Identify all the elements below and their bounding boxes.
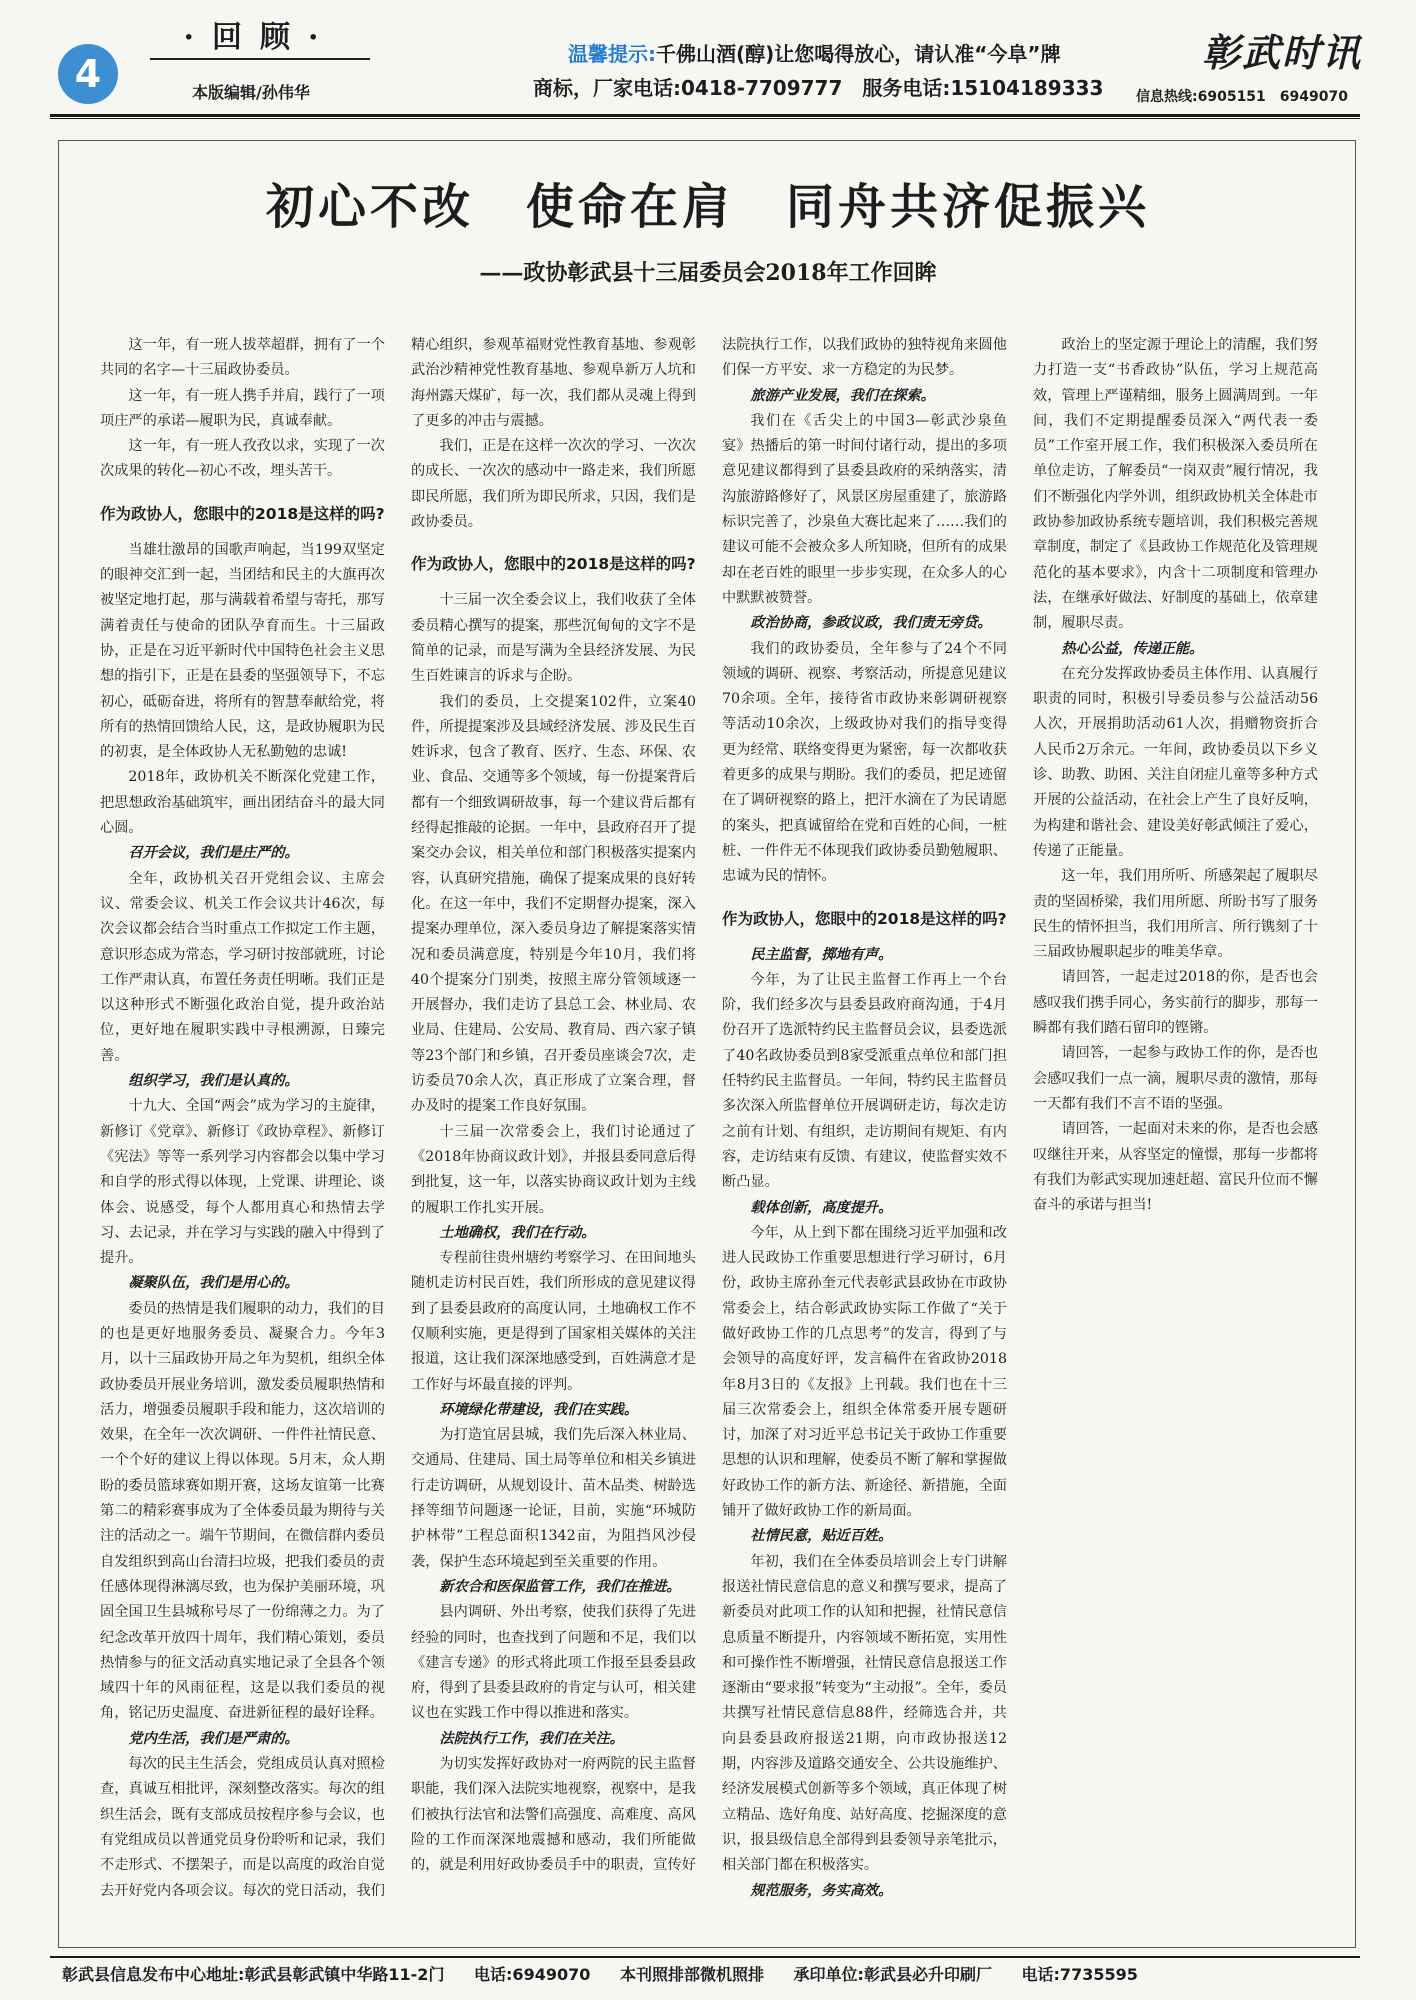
body-paragraph: 今年，为了让民主监督工作再上一个台阶，我们经多次与县委县政府商沟通，于4月份召开了选派特约民主监督员会议，县委选派了40名政协委员到8家受派重点单位和部门担任特约民主监督员。一年间，特约民主监督员多次深入所监督单位开展调研走访，每次走访之前有计划、有组织，走访期间有规矩、有内容，走访结束有反馈、有建议，使监督实效不断凸显。 xyxy=(722,971,1007,1191)
subsection-title: 组织学习，我们是认真的。 xyxy=(128,1073,299,1090)
question-heading: 作为政协人，您眼中的2018是这样的吗? xyxy=(411,555,696,574)
article-body xyxy=(100,333,1318,1918)
footer-address: 彰武县信息发布中心地址:彰武县彰武镇中华路11-2门 xyxy=(62,1965,445,1984)
subsection-title: 载体创新，高度提升。 xyxy=(750,1199,893,1216)
body-paragraph: 当雄壮激昂的国歌声响起，当199双坚定的眼神交汇到一起，当团结和民主的大旗再次被坚定地打起，那与满载着希望与寄托，那写满着责任与使命的团队孕育而生。十三届政协，正是在习近平新时代中国特色社会主义思想的指引下，正是在县委的坚强领导下，不忘初心，砥砺奋进，将所有的智慧奉献给党，将所有的热情回馈给人民，这，是政协履职为民的初衷，是全体政协人无私勤勉的忠诚! xyxy=(100,541,385,761)
headline: 初心不改 使命在肩 同舟共济促振兴 xyxy=(265,179,1150,235)
body-paragraph: 在充分发挥政协委员主体作用、认真履行职责的同时，积极引导委员参与公益活动56人次，开展捐助活动61人次，捐赠物资折合人民币2万余元。一年间，政协委员以下乡义诊、助教、助困、关注自闭症儿童等多种方式开展的公益活动，在社会上产生了良好反响，为构建和谐社会、建设美好彰武倾注了爱心，传递了正能量。 xyxy=(1033,665,1318,859)
subsection-title: 旅游产业发展，我们在探索。 xyxy=(750,387,935,404)
body-paragraph: 年初，我们在全体委员培训会上专门讲解报送社情民意信息的意义和撰写要求，提高了新委员对此项工作的认知和把握，社情民意信息质量不断提升，内容领域不断拓宽，实用性和可操作性不断增强，社情民意信息报送工作逐渐由“要求报”转变为“主动报”。全年，委员共撰写社情民意信息88件，经筛选合并，共向县委县政府报送21期，向市政协报送12期，内容涉及道路交通安全、公共设施维护、经济发展模式创新等多个领域，真正体现了树立精品、选好角度、站好高度、挖掘深度的意识，报县级信息全部得到县委领导亲笔批示，相关部门都在积极落实。 xyxy=(722,1553,1007,1874)
body-paragraph: 每次的民主生活会，党组成员认真对照检查，真诚互相批评，深刻整改落实。每次的组织生活会，既有支部成员按程序参与会议，也有党组成员以普通党员身份聆听和记录，我们不走形式、不摆架子，而是以高度的政治自觉去开好党内各项会议。每次的党日活动，我们精心组织，参观革福财党性教育基地、参观彰武治沙精神党性教育基地、参观阜新万人坑和海州露天煤矿，每一次，我们都从灵魂上得到了更多的冲击与震撼。 xyxy=(100,337,696,1899)
subsection-title: 社情民意，贴近百姓。 xyxy=(750,1528,893,1545)
subsection-title: 法院执行工作，我们在关注。 xyxy=(439,1730,624,1747)
subsection-title: 环境绿化带建设，我们在实践。 xyxy=(439,1401,639,1418)
body-paragraph: 十九大、全国“两会”成为学习的主旋律，新修订《党章》、新修订《政协章程》、新修订《宪法》等等一系列学习内容都会以集中学习和自学的形式得以体现，上党课、讲理论、谈体会、说感受，每个人都用真心和热情去学习、去记录，并在学习与实践的融入中得到了提升。 xyxy=(100,1098,385,1267)
body-paragraph: 十三届一次常委会上，我们讨论通过了《2018年协商议政计划》，并报县委同意后得到批复，这一年，以落实协商议政计划为主线的履职工作扎实开展。 xyxy=(411,1123,696,1216)
body-paragraph: 我们，正是在这样一次次的学习、一次次的成长、一次次的感动中一路走来，我们所愿即民所愿，我们所为即民所求，只因，我们是政协委员。 xyxy=(411,438,696,531)
footer-phone: 电话:6949070 xyxy=(474,1965,591,1984)
subsection-title: 热心公益，传递正能。 xyxy=(1061,640,1204,657)
intro-paragraph: 这一年，有一班人携手并肩，践行了一项项庄严的承诺—履职为民，真诚奉献。 xyxy=(100,387,385,429)
header-rule-thin xyxy=(50,118,1360,119)
body-paragraph: 县内调研、外出考察，使我们获得了先进经验的同时，也查找到了问题和不足，我们以《建言专递》的形式将此项工作报至县委县政府，得到了县委县政府的肯定与认可，相关建议也在实践工作中得以推进和落实。 xyxy=(411,1604,696,1722)
closing-paragraph: 这一年，我们用所听、所感架起了履职尽责的坚固桥梁，我们用所愿、所盼书写了服务民生的情怀担当，我们用所言、所行镌刻了十三届政协履职起步的唯美华章。 xyxy=(1033,868,1318,961)
subsection-title: 规范服务，务实高效。 xyxy=(750,1882,893,1899)
body-paragraph: 我们的政协委员，全年参与了24个不同领域的调研、视察、考察活动，所提意见建议70余项。全年，接待省市政协来彰调研视察等活动10余次，上级政协对我们的指导变得更为经常、联络变得更为紧密，每一次都收获着更多的成果与期盼。我们的委员，把足迹留在了调研视察的路上，把汗水滴在了为民请愿的案头，把真诚留给在党和百姓的心间，一桩桩、一件件无不体现我们政协委员勤勉履职、忠诚为民的情怀。 xyxy=(722,640,1007,885)
notice-text: 千佛山酒(醇)让您喝得放心，请认准“今阜”牌 xyxy=(656,42,1061,66)
subsection-title: 新农合和医保监管工作，我们在推进。 xyxy=(439,1578,681,1595)
question-heading: 作为政协人，您眼中的2018是这样的吗? xyxy=(100,504,385,523)
header-rule xyxy=(50,114,1360,117)
subsection-title: 党内生活，我们是严肃的。 xyxy=(128,1730,299,1747)
subsection-title: 政治协商，参政议政，我们责无旁贷。 xyxy=(750,615,992,632)
subsection-title: 土地确权，我们在行动。 xyxy=(439,1224,596,1241)
notice-label: 温馨提示: xyxy=(568,42,656,66)
closing-paragraph: 请回答，一起走过2018的你，是否也会感叹我们携手同心，务实前行的脚步，那每一瞬都有我们踏石留印的铿锵。 xyxy=(1033,969,1318,1037)
footer-rule xyxy=(50,1956,1360,1958)
section-rule xyxy=(150,58,370,60)
section-title: ·回顾· xyxy=(183,20,337,55)
paper-logo: 彰武时讯 xyxy=(1202,30,1363,75)
closing-paragraph: 请回答，一起面对未来的你，是否也会感叹继往开来，从容坚定的憧憬，那每一步都将有我们为彰武实现加速赶超、富民升位而不懈奋斗的承诺与担当! xyxy=(1033,1121,1318,1214)
body-paragraph: 专程前往贵州塘约考察学习、在田间地头随机走访村民百姓，我们所形成的意见建议得到了县委县政府的高度认同，土地确权工作不仅顺利实施，更是得到了国家相关媒体的关注报道，这让我们深深地感受到，百姓满意才是工作好与坏最直接的评判。 xyxy=(411,1250,696,1393)
intro-paragraph: 这一年，有一班人拔萃超群，拥有了一个共同的名字—十三届政协委员。 xyxy=(100,337,385,379)
body-paragraph: 2018年，政协机关不断深化党建工作，把思想政治基础筑牢，画出团结奋斗的最大同心圆。 xyxy=(100,769,385,837)
closing-paragraph: 请回答，一起参与政协工作的你，是否也会感叹我们一点一滴，履职尽责的激情，那每一天都有我们不言不语的坚强。 xyxy=(1033,1045,1318,1112)
footer-printer-phone: 电话:7735595 xyxy=(1021,1965,1138,1984)
footer-printer: 承印单位:彰武县必升印刷厂 xyxy=(793,1965,992,1984)
body-paragraph: 我们的委员，上交提案102件，立案40件，所提提案涉及县域经济发展、涉及民生百姓诉求，包含了教育、医疗、生态、环保、农业、食品、交通等多个领域，每一份提案背后都有一个细致调研故事，每一个建议背后都有经得起推敲的论据。一年中，县政府召开了提案交办会议，相关单位和部门积极落实提案内容，认真研究措施，确保了提案成果的良好转化。在这一年中，我们不定期督办提案，深入提案办理单位，深入委员身边了解提案落实情况和委员满意度，特别是今年10月，我们将40个提案分门别类，按照主席分管领域逐一开展督办，我们走访了县总工会、林业局、农业局、住建局、公安局、教育局、西六家子镇等23个部门和乡镇，召开委员座谈会7次，走访委员70余人次，真正形成了立案合理，督办及时的提案工作良好氛围。 xyxy=(411,693,696,1115)
body-paragraph: 全年，政协机关召开党组会议、主席会议、常委会议、机关工作会议共计46次，每次会议都会结合当时重点工作拟定工作主题，意识形态成为常态，学习研讨按部就班，讨论工作严肃认真，布置任务责任明晰。我们正是以这种形式不断强化政治自觉，提升政治站位，更好地在履职实践中寻根溯源，日臻完善。 xyxy=(100,870,385,1064)
subsection-title: 召开会议，我们是庄严的。 xyxy=(128,845,299,862)
body-paragraph: 委员的热情是我们履职的动力，我们的目的也是更好地服务委员、凝聚合力。今年3月，以十三届政协开局之年为契机，组织全体政协委员开展业务培训，激发委员履职热情和活力，增强委员履职手段和能力，这次培训的效果，在全年一次次调研、一件件社情民意、一个个好的建议上得以体现。5月末，众人期盼的委员篮球赛如期开赛，这场友谊第一比赛第二的精彩赛事成为了全体委员最为期待与关注的活动之一。端午节期间，在微信群内委员自发组织到高山台清扫垃圾，把我们委员的责任感体现得淋漓尽致，也为保护美丽环境，巩固全国卫生县城称号尽了一份绵薄之力。为了纪念改革开放四十周年，我们精心策划，委员热情参与的征文活动真实地记录了全县各个领域四十年的风雨征程，这是以我们委员的视角，铭记历史温度、奋进新征程的最好诠释。 xyxy=(100,1300,385,1722)
notice-line-1 xyxy=(568,38,1061,67)
page-number: 4 xyxy=(58,44,118,104)
subsection-title: 凝聚队伍，我们是用心的。 xyxy=(128,1275,299,1292)
body-paragraph: 今年，从上到下都在围绕习近平加强和改进人民政协工作重要思想进行学习研讨，6月份，政协主席孙奎元代表彰武县政协在市政协常委会上，结合彰武政协实际工作做了“关于做好政协工作的几点思考”的发言，得到了与会领导的高度好评，发言稿件在省政协2018年8月3日的《友报》上刊载。我们也在十三届三次常委会上，组织全体常委开展专题研讨，加深了对习近平总书记关于政协工作重要思想的认识和理解，使委员不断了解和掌握做好政协工作的新方法、新途径、新措施，全面铺开了做好政协工作的新局面。 xyxy=(722,1224,1007,1520)
hotline: 信息热线:6905151 6949070 xyxy=(1136,89,1348,105)
body-paragraph: 政治上的坚定源于理论上的清醒，我们努力打造一支“书香政协”队伍，学习上规范高效，管理上严谨精细，服务上圆满周到。一年间，我们不定期提醒委员深入“两代表一委员”工作室开展工作，我们积极深入委员所在单位走访，了解委员“一岗双责”履行情况，我们不断强化内学外训，组织政协机关全体赴市政协参加政协系统专题培训，我们积极完善规章制度，制定了《县政协工作规范化及管理规范化的基本要求》，内含十二项制度和管理办法，在继承好做法、好制度的基础上，依章建制，履职尽责。 xyxy=(1033,337,1318,632)
intro-paragraph: 这一年，有一班人孜孜以求，实现了一次次成果的转化—初心不改，埋头苦干。 xyxy=(100,438,385,480)
notice-line-2: 商标，厂家电话:0418-7709777 服务电话:15104189333 xyxy=(533,76,1104,100)
body-paragraph: 我们在《舌尖上的中国3—彰武沙泉鱼宴》热播后的第一时间付诸行动，提出的多项意见建议都得到了县委县政府的采纳落实，清沟旅游路修好了，风景区房屋重建了，旅游路标识完善了，沙泉鱼大赛比起来了……我们的建议可能不会被众多人所知晓，但所有的成果却在老百姓的眼里一步步实现，在众多人的心中默默被赞誉。 xyxy=(722,412,1007,606)
editor-credit: 本版编辑/孙伟华 xyxy=(192,83,310,102)
footer xyxy=(62,1962,1162,1985)
question-heading: 作为政协人，您眼中的2018是这样的吗? xyxy=(722,909,1007,928)
footer-typeset: 本刊照排部微机照排 xyxy=(619,1965,764,1984)
body-paragraph: 为打造宜居县城，我们先后深入林业局、交通局、住建局、国土局等单位和相关乡镇进行走访调研，从规划设计、苗木品类、树龄选择等细节问题逐一论证，目前，实施“环城防护林带”工程总面积1342亩，为阻挡风沙侵袭，保护生态环境起到至关重要的作用。 xyxy=(411,1427,696,1570)
subsection-title: 民主监督，掷地有声。 xyxy=(750,946,893,963)
subheadline: ——政协彰武县十三届委员会2018年工作回眸 xyxy=(479,260,937,286)
body-paragraph: 为切实发挥好政协对一府两院的民主监督职能，我们深入法院实地视察，视察中，是我们被执行法官和法警们高强度、高难度、高风险的工作而深深地震撼和感动，我们所能做的，就是利用好政协委员手中的职责，宣传好法院执行工作，以我们政协的独特视角来圆他们保一方平安、求一方稳定的为民梦。 xyxy=(411,337,1007,1874)
body-paragraph: 十三届一次全委会议上，我们收获了全体委员精心撰写的提案，那些沉甸甸的文字不是简单的记录，而是写满为全县经济发展、为民生百姓谏言的诉求与企盼。 xyxy=(411,592,696,685)
